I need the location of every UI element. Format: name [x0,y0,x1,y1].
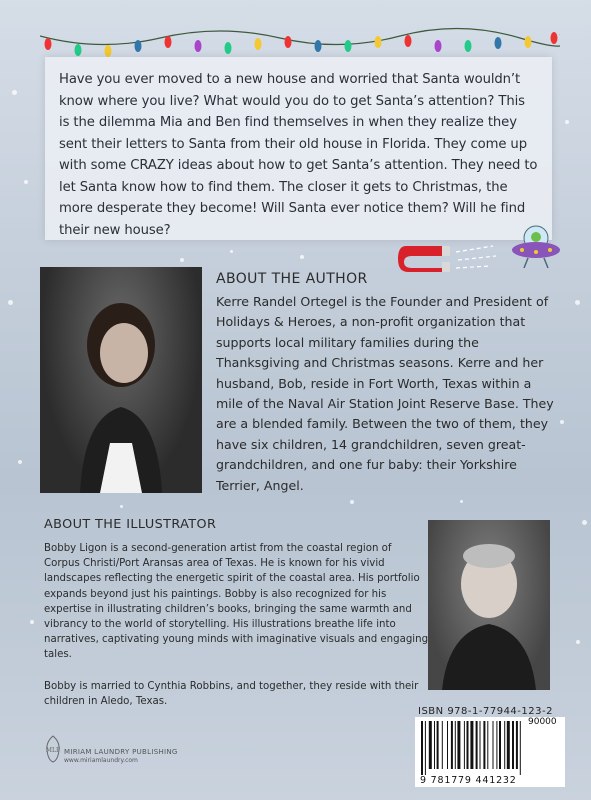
illustrator-photo [428,520,550,690]
barcode-bar [516,721,518,769]
author-bio: Kerre Randel Ortegel is the Founder and President of Holidays & Heroes, a non-profit organization that supports local military families during the Thanksgiving and Christmas seasons. Kerre and her husband, Bob, reside in Fort Worth, Texas within a mile of the Naval Air Station Joint Reserve Base. They are a blended family. Between the two of them, they have six children, 14 grandchildren, seven great-grandchildren, and one fur baby: their Yorkshire Terrier, Angel. [216,294,554,493]
barcode-bar [437,721,439,769]
author-photo [40,267,202,493]
blurb-panel [45,57,552,240]
barcode-bar [493,721,494,769]
svg-text:MLP: MLP [45,747,61,754]
horseshoe-magnet-icon [398,242,498,276]
barcode-bar [455,721,456,769]
barcode-bar [480,721,481,769]
ufo-icon [510,222,562,272]
barcode-bar [467,721,469,769]
isbn-label: ISBN 978-1-77944-123-2 [418,706,553,717]
barcode-bar [487,721,488,769]
barcode-bar [507,721,510,769]
barcode-bar [434,721,435,769]
barcode-bar [442,721,443,769]
barcode-bar [476,721,478,769]
illustrator-family: Bobby is married to Cynthia Robbins, and together, they reside with their children in Aledo, Texas. [44,681,419,708]
price-code: 90000 [528,717,557,727]
barcode-bar [470,721,473,769]
illustrator-bio: Bobby Ligon is a second-generation artist from the coastal region of Corpus Christi/Port Aransas area of Texas. He is known for his vivid landscapes reflecting the energetic spirit of the coastal area. His portfolio expands beyond just his paintings. Bobby is also recognized for his expertise in illustrating children’s books, bringing the same warmth and vibrancy to the world of storytelling. His illustrations breathe life into narratives, captivating young minds with imaginative visuals and engaging tales. [44,543,429,661]
publisher-url: www.miriamlaundry.com [64,757,138,764]
publisher-logo-icon [44,734,62,764]
barcode-bar [483,721,485,769]
illustrator-heading: ABOUT THE ILLUSTRATOR [44,517,217,532]
barcode-bar [421,721,423,775]
barcode-bar [499,721,501,769]
barcode-bar [512,721,514,769]
barcode-bar [457,721,460,769]
barcode-bar [425,721,426,775]
barcode-bar [520,721,521,775]
barcode-bar [504,721,505,769]
blurb-text: Have you ever moved to a new house and worried that Santa wouldn’t know where you live? What would you do to get Santa’s attention? This is the dilemma Mia and Ben find themselves in when they realize they sent their letters to Santa from their old house in Florida. They come up with some CRAZY ideas about how to get Santa’s attention. They need to let Santa know how to find them. The closer it gets to Christmas, the more desperate they become! Will Santa ever notice them? Will he find their new house? [59,72,538,238]
publisher-name: MIRIAM LAUNDRY PUBLISHING [64,748,178,756]
barcode-bar [496,721,497,769]
barcode-bar [429,721,432,769]
barcode-bar [447,721,448,769]
author-heading: ABOUT THE AUTHOR [216,271,368,287]
barcode-bar [451,721,453,769]
barcode-digits: 9 781779 441232 [420,775,517,786]
barcode-bar [464,721,465,769]
